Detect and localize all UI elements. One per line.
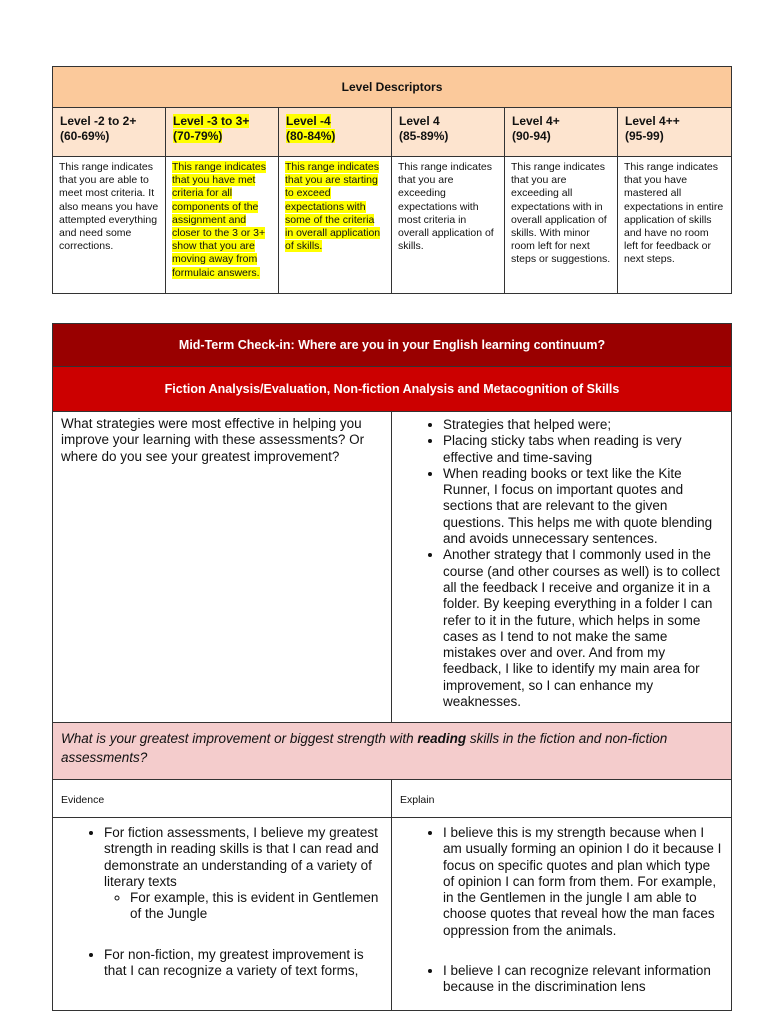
explain-label: Explain: [392, 780, 732, 818]
evidence-fiction: For fiction assessments, I believe my greatest strength in reading skills is that I can read and demonstrate an understanding of a variety of literary texts: [104, 825, 379, 889]
evidence-explain-row: [53, 818, 732, 1011]
strategies-row: [53, 412, 732, 723]
evidence-label: Evidence: [53, 780, 392, 818]
level-description-cell: [53, 157, 166, 294]
level-range: (80-84%): [286, 129, 336, 143]
level-description-cell: [392, 157, 505, 294]
list-item: • Another strategy that I commonly used in the course (and other courses as well) is to collect all the feedback I receive and organize it in a folder. By keeping everything in a folder I can refer to it in the future, which helps in some cases as I tend to not make the same mistakes over and over. And from my feedback, I like to identify my main area for improvement, so I can enhance my weaknesses.: [443, 547, 722, 710]
reading-question: [53, 723, 732, 780]
list-item: • I believe I can recognize relevant information because in the discrimination lens: [443, 963, 724, 996]
evidence-explain-header-row: [53, 780, 732, 818]
reading-question-emphasis: reading: [417, 731, 467, 746]
strategies-list: [393, 413, 730, 710]
level-range: (90-94): [512, 129, 551, 143]
level-header-cell: [279, 108, 392, 157]
level-range: (85-89%): [399, 129, 449, 143]
list-item: • I believe this is my strength because when I am usually forming an opinion I do it because I focus on specific quotes and plan which type of opinion I can form from them. For example, in the Gentlemen in the jungle I am able to choose quotes that reveal how the man faces oppression from the animals.: [443, 825, 724, 939]
list-item: [104, 825, 384, 923]
level-description: This range indicates that you are exceeding all expectations with in overall application of skills. With minor room left for next steps or suggestions.: [511, 161, 611, 266]
level-header-cell: [618, 108, 732, 157]
list-item: • Placing sticky tabs when reading is very effective and time-saving: [443, 433, 722, 466]
level-name: Level 4: [399, 114, 440, 128]
level-name: Level 4+: [512, 114, 560, 128]
midterm-title: Mid-Term Check-in: Where are you in your English learning continuum?: [53, 324, 732, 367]
level-description: This range indicates that you are starting to exceed expectations with some of the criteria in overall application of skills.: [285, 161, 381, 253]
level-header-row: [53, 108, 732, 157]
level-description-cell: [505, 157, 618, 294]
strategies-question: What strategies were most effective in helping you improve your learning with these assessments? Or where do you see your greatest improvement?: [53, 412, 392, 723]
list-item: • Strategies that helped were;: [443, 417, 722, 433]
level-range: (95-99): [625, 129, 664, 143]
list-item: • For non-fiction, my greatest improvement is that I can recognize a variety of text forms,: [104, 947, 384, 980]
level-description: This range indicates that you have met criteria for all components of the assignment and closer to the 3 or 3+ show that you are moving away from formulaic answers.: [172, 161, 266, 279]
level-header-cell: [53, 108, 166, 157]
level-description: This range indicates that you are able to meet most criteria. It also means you have attempted everything and need some corrections.: [59, 161, 159, 253]
evidence-list: [54, 819, 390, 979]
level-header-cell: [392, 108, 505, 157]
level-descriptors-table: [52, 66, 732, 294]
list-item: • When reading books or text like the Kite Runner, I focus on important quotes and sections that are relevant to the given questions. This helps me with quote blending and avoids unnecessary sentences.: [443, 466, 722, 547]
level-descriptors-title: Level Descriptors: [53, 67, 732, 108]
level-name: Level -4: [286, 114, 331, 128]
list-item: ◦ For example, this is evident in Gentlemen of the Jungle: [130, 890, 384, 923]
level-range: (70-79%): [173, 129, 223, 143]
midterm-checkin-table: [52, 323, 732, 1011]
evidence-cell: [53, 818, 392, 1011]
reading-question-text: skills in the fiction and non-fiction assessments?: [61, 731, 668, 765]
explain-list: [393, 819, 730, 996]
level-description-cell: [618, 157, 732, 294]
level-description-row: [53, 157, 732, 294]
level-description: This range indicates that you have mastered all expectations in entire application of skills and have no room left for feedback or next steps.: [624, 161, 724, 266]
level-header-cell: [166, 108, 279, 157]
explain-cell: [392, 818, 732, 1011]
level-name: Level 4++: [625, 114, 680, 128]
level-range: (60-69%): [60, 129, 110, 143]
level-description-cell: [279, 157, 392, 294]
reading-question-text: What is your greatest improvement or biggest strength with: [61, 731, 418, 746]
midterm-subtitle: Fiction Analysis/Evaluation, Non-fiction Analysis and Metacognition of Skills: [53, 367, 732, 412]
strategies-answer-cell: [392, 412, 732, 723]
level-name: Level -3 to 3+: [173, 114, 250, 128]
evidence-sub-list: [104, 890, 384, 923]
level-description: This range indicates that you are exceeding expectations with most criteria in overall application of skills.: [398, 161, 494, 253]
level-name: Level -2 to 2+: [60, 114, 137, 128]
level-description-cell: [166, 157, 279, 294]
level-header-cell: [505, 108, 618, 157]
